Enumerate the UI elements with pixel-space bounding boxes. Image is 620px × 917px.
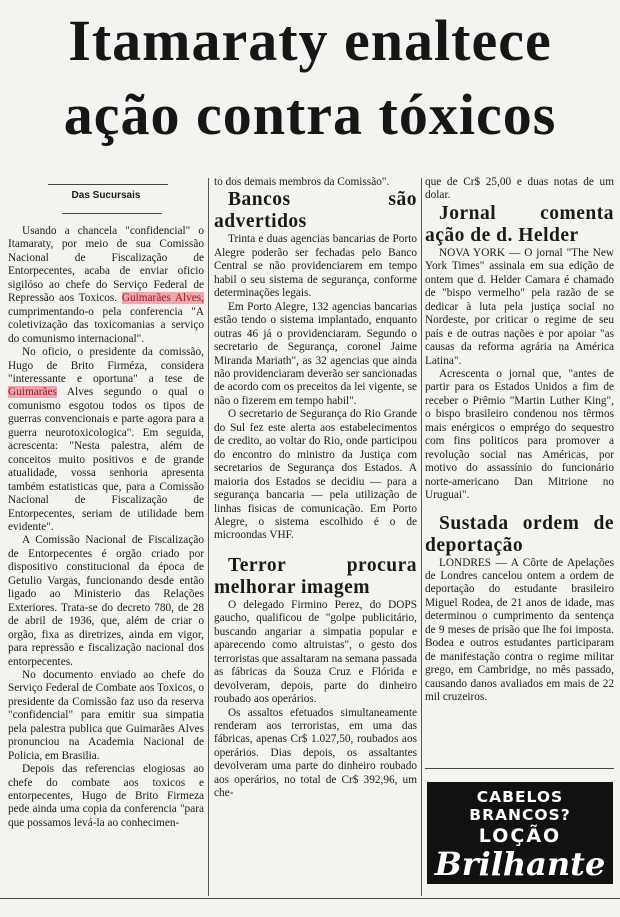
ad-line-2: LOÇÃO — [478, 825, 562, 847]
highlighted-name: Guimarães — [8, 386, 57, 399]
text: No oficio, o presidente da comissão, Hugo de Brito Firméza, considera "interessante e oportuna" a tese de — [8, 346, 204, 385]
paragraph: Trinta e duas agencias bancarias de Porto Alegre poderão ser fechadas pelo Banco Central se não providenciarem em tempo habil o seu sistema de segurança, conforme determinações legais. — [214, 233, 417, 300]
paragraph: Depois das referencias elogiosas ao chefe do combate aos toxicos e entorpecentes, Hugo de Brito Firmeza pede ainda uma copia da conferencia "para que possamos levá-la ao conhecimen- — [8, 763, 204, 829]
paragraph: Acrescenta o jornal que, "antes de partir para os Estados Unidos a fim de receber o Prêmio "Martin Luther King", o bispo brasileiro condenou nos têrmos mais enérgicos o emprégo do sequestro com fins politicos para promover a revolução social nas Américas, por motivo do assassínio do funcionário norte-americano Dan Mitrione no Uruguai". — [425, 367, 614, 502]
subheading-terror: Terror procura melhorar imagem — [214, 554, 417, 598]
divider — [62, 213, 162, 214]
paragraph: Em Porto Alegre, 132 agencias bancarias estão tendo o sistema implantado, enquanto outras 46 já o providenciaram. Segundo o secretario de Segurança, coronel Jaime Miranda Mariath", as 32 agencias que ainda não providenciaram deverão ser sancionadas de acordo com os preceitos da lei vigente, se não o fizerem em tempo habil". — [214, 300, 417, 407]
paragraph: No documento enviado ao chefe do Serviço Federal de Combate aos Toxicos, o presidente da Comissão faz uso da reserva "confidencial" para emitir sua simpatia pela palestra publica que Guimarães Alves pronunciou na Academia Nacional de Policia, em Brasilia. — [8, 668, 204, 762]
ad-brand: Brilhante — [434, 845, 606, 883]
continuation: que de Cr$ 25,00 e duas notas de um dolar. — [425, 176, 614, 202]
subheading-sustada: Sustada ordem de deportação — [425, 512, 614, 556]
paragraph: O secretario de Segurança do Rio Grande do Sul fez este alerta aos estabelecimentos de credito, ao voltar do Rio, onde participou do encontro do ministro da Justiça com secretarios de Segurança dos Estados. A maioria dos Estados se decidiu — para a segurança bancaria — pela utilização de linhas fisicas de comunicação. Em Porto Alegre, o sistema escolhido é o de microondas VHF. — [214, 408, 417, 542]
text: Alves segundo o qual o comunismo esgotou todos os tipos de guerras convencionais e parte agora para a guerra neurotoxicologica". Em seguida, acrescenta: "Nesta palestra, além de conceitos muito positivos e de grande atualidade, vossa senhoria apresenta também estatisticas que, para a Comissão Nacional de Fiscalização de Entorpecentes, seriam de utilidade bem evidente". — [8, 386, 204, 533]
text: Usando a chancela "confidencial" o Itamaraty, por meio de sua Comissão Nacional de Fiscalização de Entorpecentes, acaba de enviar oficio sigilóso ao chefe do Serviço Federal de Repressão aos Toxicos. — [8, 225, 204, 305]
divider — [48, 184, 168, 185]
article-main-column — [8, 225, 204, 830]
subheading-bancos: Bancos são advertidos — [214, 189, 417, 233]
paragraph: A Comissão Nacional de Fiscalização de Entorpecentes é orgão criado por dispositivo constitucional da época de Getulio Vargas, funcionando desde então ligado ao Ministerio das Relações Exteriores. Trata-se do decreto 780, de 28 de abril de 1936, que, além de criar o orgão, fixa as diretrizes, ainda em vigor, para repressão e fiscalização nacional dos entorpecentes. — [8, 534, 204, 668]
paragraph: O delegado Firmino Perez, do DOPS gaucho, qualificou de "golpe publicitário, buscando angariar a simpatia popular e aparecendo como altruistas", o gesto dos terroristas que assaltaram na semana passada as fábricas da Souza Cruz e Flórida e devolveram, depois, parte do dinheiro roubado aos operários. — [214, 598, 417, 706]
article-column-2 — [214, 176, 417, 801]
headline-line-2: ação contra tóxicos — [63, 82, 557, 147]
bottom-rule — [0, 898, 620, 899]
text: cumprimentando-o pela conferencia "A coletivização das toxicomanias a serviço do comunismo internacional". — [8, 305, 204, 345]
paragraph: NOVA YORK — O jornal "The New York Times" assinala em sua edição de ontem que d. Helder Camara é chamado de "bispo vermelho" pela razão de se dedicar à luta pela justiça social no Nordeste, por criticar o regime de seu país e de outras nações e por apoiar "as causas da reforma agrária na América Latina". — [425, 246, 614, 367]
article-column-3 — [425, 176, 614, 705]
byline: Das Sucursais — [71, 190, 141, 201]
continuation: to dos demais membros da Comissão". — [214, 176, 390, 188]
column-rule — [208, 178, 209, 896]
highlighted-name: Guimarães Alves, — [121, 292, 204, 305]
column-rule — [421, 178, 422, 896]
divider — [425, 768, 614, 769]
advertisement — [427, 782, 613, 884]
ad-line-1: CABELOS BRANCOS? — [469, 788, 571, 824]
paragraph — [8, 346, 204, 534]
paragraph — [8, 225, 204, 346]
paragraph: Os assaltos efetuados simultaneamente renderam aos terroristas, em uma das fábricas, apenas Cr$ 1.027,50, roubados aos operários. Dias depois, os assaltantes devolveram uma parte do dinheiro roubado aos operários, no total de Cr$ 392,96, um che- — [214, 706, 417, 800]
paragraph: LONDRES — A Côrte de Apelações de Londres cancelou ontem a ordem de deportação do estudante brasileiro Miguel Rodea, de 21 anos de idade, mas determinou o cumprimento da sentença de 9 meses de prisão que lhe foi imposta. Bodea e outros estudantes participaram de manifestação contra o regime militar grego, em Cambridge, no mês passado, causando danos avaliados em mais de 22 mil cruzeiros. — [425, 556, 614, 704]
subheading-jornal: Jornal comenta ação de d. Helder — [425, 202, 614, 246]
headline-line-1: Itamaraty enaltece — [68, 8, 552, 73]
